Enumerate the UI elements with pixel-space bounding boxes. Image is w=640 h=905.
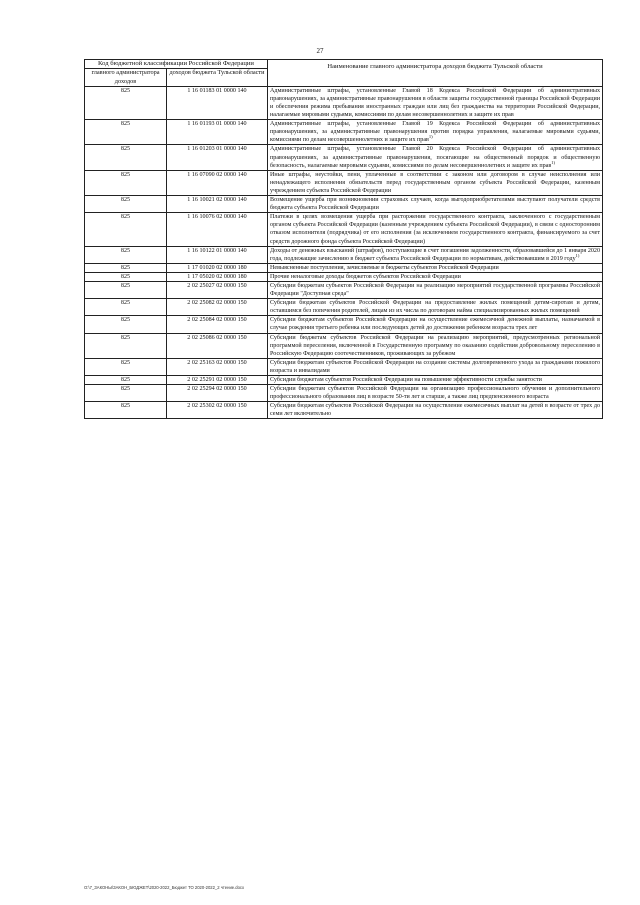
admin-code-cell: 825 bbox=[85, 333, 167, 358]
revenue-code-cell: 1 16 07090 02 0000 140 bbox=[167, 170, 268, 195]
admin-code-cell: 825 bbox=[85, 263, 167, 272]
revenue-name-text: Субсидии бюджетам субъектов Российской Федерации на создание системы долговременного ухода за гражданами пожилого возраста и инвалидами bbox=[270, 359, 601, 374]
revenue-name-text: Невыясненные поступления, зачисляемые в бюджеты субъектов Российской Федерации bbox=[270, 264, 499, 271]
revenue-name-text: Субсидии бюджетам субъектов Российской Федерации на организацию профессионального обучения и дополнительного профессионального образования лиц в возрасте 50-ти лет и старше, а также лиц предпенсионного возраста bbox=[270, 386, 601, 401]
revenue-code-cell: 2 02 25027 02 0000 150 bbox=[167, 281, 268, 298]
table-row bbox=[85, 299, 603, 316]
revenue-name-text: Возмещение ущерба при возникновении страховых случаев, когда выгодоприобретателями выступают получатели средств бюджета субъекта Российской Федерации bbox=[270, 197, 601, 212]
revenue-name-cell bbox=[268, 263, 603, 272]
admin-code-cell: 825 bbox=[85, 120, 167, 145]
admin-name-header: Наименование главного администратора доходов бюджета Тульской области bbox=[268, 60, 603, 87]
revenue-name-cell bbox=[268, 120, 603, 145]
budget-classification-table bbox=[84, 59, 603, 419]
table-row bbox=[85, 376, 603, 385]
revenue-code-cell: 1 16 01203 01 0000 140 bbox=[167, 145, 268, 170]
revenue-name-cell bbox=[268, 145, 603, 170]
revenue-code-cell: 1 16 01193 01 0000 140 bbox=[167, 120, 268, 145]
revenue-name-cell bbox=[268, 376, 603, 385]
admin-code-header: главного администратора доходов bbox=[85, 69, 167, 86]
revenue-name-cell bbox=[268, 86, 603, 119]
revenue-name-text: Административные штрафы, установленные Главой 19 Кодекса Российской Федерации об административных правонарушениях, за административные правонарушения против порядка управления, налагаемые мировыми судьями, комиссиями по делам несовершеннолетних и защите их прав bbox=[270, 121, 601, 144]
admin-code-cell: 825 bbox=[85, 281, 167, 298]
table-row bbox=[85, 316, 603, 333]
revenue-name-text: Платежи в целях возмещения ущерба при расторжении государственного контракта, заключенного с государственным органом субъекта Российской Федерации (казенным учреждением субъекта Российской Федерации), в связи с односторонним отказом исполнителя (подрядчика) от его исполнения (за исключением государственного контракта, финансируемого за счет средств дорожного фонда субъекта Российской Федерации) bbox=[270, 214, 601, 245]
revenue-code-cell: 2 02 25291 02 0000 150 bbox=[167, 376, 268, 385]
revenue-name-text: Доходы от денежных взысканий (штрафов), поступающие в счет погашения задолженности, образовавшейся до 1 января 2020 года, подлежащие зачислению в бюджет субъекта Российской Федерации по нормативам, действовавшим в 2019 году bbox=[270, 247, 601, 262]
revenue-code-cell: 2 02 25294 02 0000 150 bbox=[167, 385, 268, 402]
table-header-row bbox=[85, 60, 603, 69]
code-group-header: Код бюджетной классификации Российской Федерации bbox=[85, 60, 268, 69]
table-row bbox=[85, 402, 603, 419]
revenue-name-cell bbox=[268, 358, 603, 375]
admin-code-cell: 825 bbox=[85, 86, 167, 119]
revenue-name-cell bbox=[268, 299, 603, 316]
revenue-name-text: Субсидии бюджетам субъектов Российской Федерации на осуществление ежемесячной денежной выплаты, назначаемой в случае рождения третьего ребенка или последующих детей до достижения ребенком возраста трех лет bbox=[270, 317, 601, 332]
revenue-code-cell: 2 02 25163 02 0000 150 bbox=[167, 358, 268, 375]
admin-code-cell: 825 bbox=[85, 145, 167, 170]
revenue-code-cell: 1 17 01020 02 0000 180 bbox=[167, 263, 268, 272]
admin-code-cell: 825 bbox=[85, 402, 167, 419]
table-row bbox=[85, 86, 603, 119]
admin-code-cell: 825 bbox=[85, 213, 167, 246]
revenue-name-text: Административные штрафы, установленные Главой 20 Кодекса Российской Федерации об административных правонарушениях, за административные правонарушения, посягающие на общественный порядок и общественную безопасность, налагаемые мировыми судьями, комиссиями по делам несовершеннолетних и защите их прав bbox=[270, 146, 601, 169]
revenue-name-cell bbox=[268, 402, 603, 419]
revenue-code-cell: 1 16 01183 01 0000 140 bbox=[167, 86, 268, 119]
revenue-name-text: Прочие неналоговые доходы бюджетов субъектов Российской Федерации bbox=[270, 273, 461, 280]
page-number: 27 bbox=[316, 47, 324, 55]
revenue-code-cell: 1 17 05020 02 0000 180 bbox=[167, 272, 268, 281]
file-path-footer: O:\7_ЗАКОНЫ\ЗАКОН_БЮДЖЕТ\2020-2022_Бюджет ТО 2020-2022_2 чтение.docx bbox=[84, 885, 245, 890]
footnote-marker: 1) bbox=[428, 134, 433, 140]
revenue-name-cell bbox=[268, 246, 603, 263]
revenue-code-cell: 2 02 25084 02 0000 150 bbox=[167, 316, 268, 333]
revenue-code-cell: 1 16 10076 02 0000 140 bbox=[167, 213, 268, 246]
revenue-name-cell bbox=[268, 213, 603, 246]
footnote-marker: 1) bbox=[551, 159, 556, 165]
revenue-code-header: доходов бюджета Тульской области bbox=[167, 69, 268, 86]
table-row bbox=[85, 272, 603, 281]
admin-code-cell: 825 bbox=[85, 385, 167, 402]
table-row bbox=[85, 145, 603, 170]
admin-code-cell: 825 bbox=[85, 358, 167, 375]
revenue-code-cell: 2 02 25082 02 0000 150 bbox=[167, 299, 268, 316]
revenue-name-cell bbox=[268, 170, 603, 195]
admin-code-cell: 825 bbox=[85, 246, 167, 263]
revenue-name-text: Административные штрафы, установленные Главой 18 Кодекса Российской Федерации об административных правонарушениях, за административные правонарушения в области защиты государственной границы Российской Федерации и обеспечения режима пребывания иностранных граждан или лиц без гражданства на территории Российской Федерации, налагаемые мировыми судьями, комиссиями по делам несовершеннолетних и защите их прав bbox=[270, 87, 601, 119]
revenue-name-cell bbox=[268, 281, 603, 298]
table-row bbox=[85, 120, 603, 145]
admin-code-cell: 825 bbox=[85, 299, 167, 316]
revenue-name-text: Субсидии бюджетам субъектов Российской Федерации на реализацию мероприятий государственной программы Российской Федерации "Доступная среда" bbox=[270, 282, 601, 298]
revenue-name-cell bbox=[268, 385, 603, 402]
table-body bbox=[85, 86, 603, 419]
table-row bbox=[85, 213, 603, 246]
table-row bbox=[85, 246, 603, 263]
admin-code-cell: 825 bbox=[85, 376, 167, 385]
revenue-name-cell bbox=[268, 272, 603, 281]
revenue-code-cell: 2 02 25302 02 0000 150 bbox=[167, 402, 268, 419]
table-row bbox=[85, 333, 603, 358]
admin-code-cell: 825 bbox=[85, 272, 167, 281]
revenue-code-cell: 1 16 10122 01 0000 140 bbox=[167, 246, 268, 263]
revenue-name-text: Субсидии бюджетам субъектов Российской Федерации на осуществление ежемесячных выплат на детей в возрасте от трех до семи лет включительно bbox=[270, 403, 601, 418]
admin-code-cell: 825 bbox=[85, 196, 167, 213]
revenue-name-text: Субсидии бюджетам субъектов Российской Федерации на повышение эффективности службы занятости bbox=[270, 377, 542, 383]
admin-code-cell: 825 bbox=[85, 170, 167, 195]
table-row bbox=[85, 281, 603, 298]
revenue-name-text: Субсидии бюджетам субъектов Российской Федерации на предоставление жилых помещений детям-сиротам и детям, оставшимся без попечения родителей, лицам из их числа по договорам найма специализированных жилых помещений bbox=[270, 300, 601, 315]
revenue-name-text: Иные штрафы, неустойки, пени, уплаченные в соответствии с законом или договором в случае неисполнения или ненадлежащего исполнения обязательств перед государственным органом субъекта Российской Федерации, казенным учреждением субъекта Российской Федерации bbox=[270, 171, 601, 194]
table-row bbox=[85, 358, 603, 375]
revenue-code-cell: 1 16 10021 02 0000 140 bbox=[167, 196, 268, 213]
revenue-name-text: Субсидии бюджетам субъектов Российской Федерации на реализацию мероприятий, предусмотренных региональной программой переселения, включенной в Государственную программу по оказанию содействия добровольному переселению в Российскую Федерацию соотечественников, проживающих за рубежом bbox=[270, 334, 601, 357]
table-row bbox=[85, 170, 603, 195]
table-row bbox=[85, 385, 603, 402]
admin-code-cell: 825 bbox=[85, 316, 167, 333]
revenue-name-cell bbox=[268, 333, 603, 358]
table-row bbox=[85, 263, 603, 272]
footnote-marker: 1) bbox=[575, 252, 580, 258]
revenue-name-cell bbox=[268, 196, 603, 213]
revenue-code-cell: 2 02 25086 02 0000 150 bbox=[167, 333, 268, 358]
table-row bbox=[85, 196, 603, 213]
revenue-name-cell bbox=[268, 316, 603, 333]
